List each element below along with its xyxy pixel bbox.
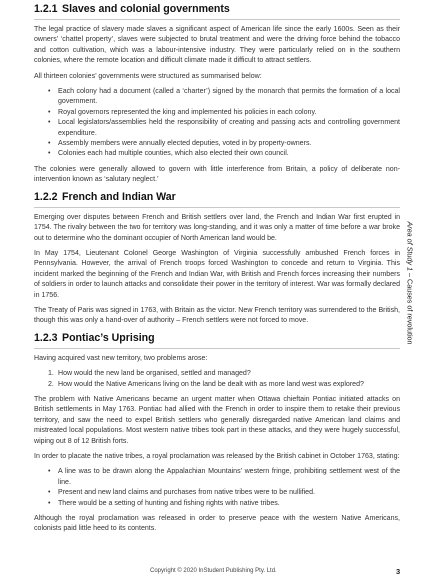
section-heading-1-2-2 (34, 191, 400, 204)
numbered-list (34, 369, 400, 390)
page-number: 3 (396, 567, 401, 576)
section-number: 1.2.3 (34, 331, 58, 344)
bullet-icon: • (48, 140, 51, 148)
paragraph: Having acquired vast new territory, two problems arose: (34, 354, 208, 362)
section-number: 1.2.1 (34, 3, 58, 15)
side-tab-topic: – Causes of revolution (405, 271, 415, 345)
list-item: • Assembly members were annually elected deputies, voted in by property-owners. (48, 139, 400, 149)
section-title: Pontiac’s Uprising (62, 331, 155, 344)
list-item: • Each colony had a document (called a ‘charter’) signed by the monarch that permits the formation of a local government. (48, 88, 400, 106)
bullet-icon: • (48, 489, 51, 497)
paragraph: The Treaty of Paris was signed in 1763, with Britain as the victor. New French territory was surrendered to the British, though this was only a hand-over of authority – French settlers were not forced to move. (34, 306, 400, 325)
paragraph: The legal practice of slavery made slaves a significant aspect of American life since the early 1600s. Seen as their owners’ ‘chattel property’, slaves were subjected to brutal treatment and were the driving force behind the tobacco and cotton cultivation, which was a labour-intensive industry. They were particularly relied on in the southern colonies, where the remote location and difficult climate made it difficult to attract settlers. (34, 26, 400, 65)
heading-rule (34, 348, 400, 349)
list-item: • Royal governors represented the king and implemented his policies in each colony. (48, 108, 400, 118)
bullet-list (34, 87, 400, 160)
bullet-icon: • (48, 108, 51, 116)
footer-copyright: Copyright © 2020 InStudent Publishing Pty. Ltd. (150, 568, 277, 574)
list-item: 2. How would the Native Americans living on the land be dealt with as more land west was explored? (48, 380, 364, 388)
bullet-icon: • (48, 150, 51, 158)
bullet-icon: • (48, 88, 51, 96)
paragraph: The colonies were generally allowed to govern with little interference from Britain, a policy of deliberate non-intervention known as ‘salutary neglect.’ (34, 165, 400, 184)
heading-rule (34, 207, 400, 208)
bullet-list (34, 467, 400, 509)
section-title: Slaves and colonial governments (62, 3, 230, 15)
section-heading-1-2-3 (34, 332, 400, 345)
bullet-icon: • (48, 468, 51, 476)
list-item: • Colonies each had multiple counties, which also elected their own council. (48, 149, 400, 159)
section-heading-1-2-1 (34, 3, 400, 16)
list-item: • Present and new land claims and purchases from native tribes were to be nullified. (48, 488, 400, 498)
side-tab-label (406, 221, 415, 344)
list-item: • Local legislators/assemblies held the responsibility of creating and passing acts and controlling government expenditure. (48, 119, 400, 137)
list-item: • There would be a setting of hunting and fishing rights with native tribes. (48, 499, 400, 509)
paragraph: Emerging over disputes between French and British settlers over land, the French and Indian War first erupted in 1754. The rivalry between the two for territory was long-standing, and it was only a matter of time before a war broke out to determine who the dominant occupier of North American land would be. (34, 213, 400, 242)
section-title: French and Indian War (62, 190, 176, 203)
list-item: 1. How would the new land be organised, settled and managed? (48, 370, 251, 378)
bullet-icon: • (48, 499, 51, 507)
paragraph: The problem with Native Americans became an urgent matter when Ottawa chieftain Pontiac initiated attacks on British settlements in May 1763. Pontiac had allied with the French in order to inspire them to retake their previous territory, and saw the need to expel British settlers who generally disregarded native American land claims and mistreated local populations. Most western native tribes took part in these attacks, and they were hugely successful, wiping out 8 of 12 British forts. (34, 395, 400, 445)
paragraph: Although the royal proclamation was released in order to preserve peace with the western Native Americans, colonists paid little heed to its contents. (34, 515, 400, 533)
list-item: • A line was to be drawn along the Appalachian Mountains’ western fringe, prohibiting settlement west of the line. (48, 468, 400, 486)
section-number: 1.2.2 (34, 190, 58, 203)
bullet-icon: • (48, 119, 51, 127)
heading-rule (34, 19, 400, 20)
paragraph: In order to placate the native tribes, a royal proclamation was released by the British cabinet in October 1763, stating: (34, 453, 400, 460)
paragraph: All thirteen colonies’ governments were structured as summarised below: (34, 72, 262, 80)
page-content (34, 3, 400, 540)
side-tab-study-area: Area of Study 1 (405, 221, 415, 272)
paragraph: In May 1754, Lieutenant Colonel George Washington of Virginia successfully ambushed French forces in Pennsylvania. However, the arrival of French troops forced Washington to concede and return to Virginia. This incident marked the beginning of the French and Indian War, with British and French forces increasing their numbers of soldiers in order to launch attacks and consolidate their power in the territory of interest. War was formally declared in 1756. (34, 249, 400, 299)
